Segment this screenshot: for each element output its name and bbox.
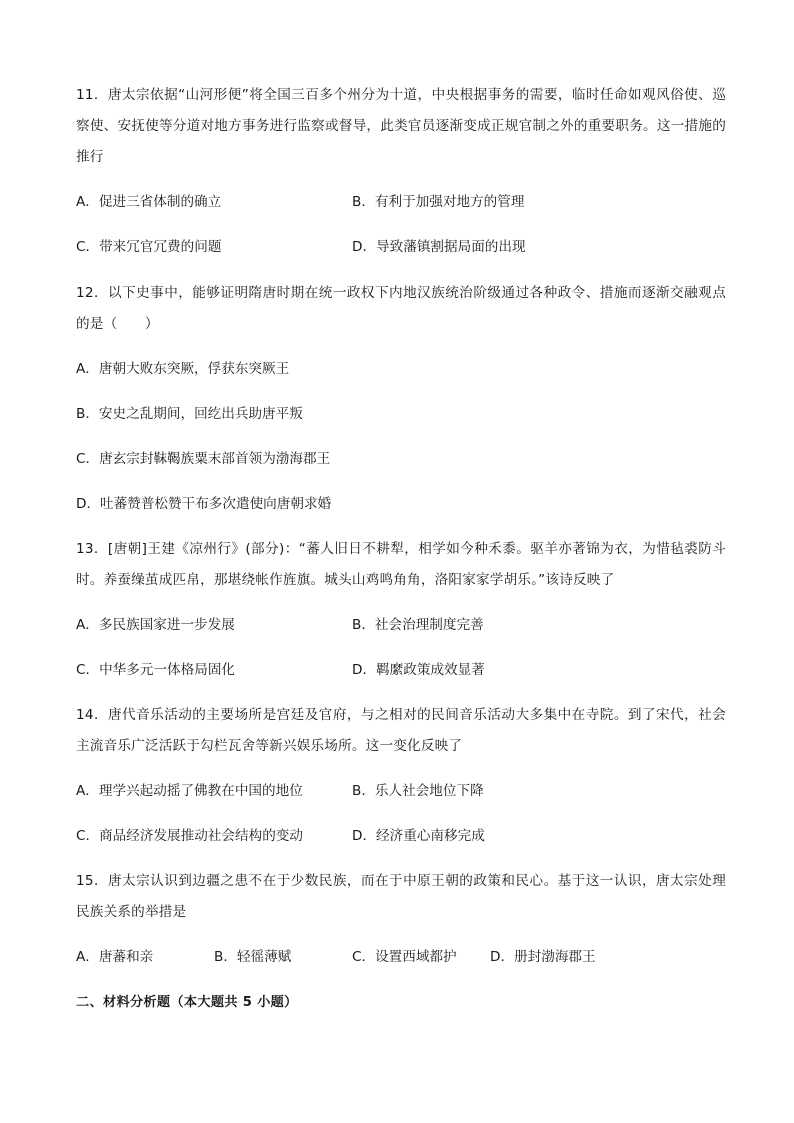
option-d: D．经济重心南移完成 [352,828,485,844]
question-14-stem: 14．唐代音乐活动的主要场所是宫廷及官府，与之相对的民间音乐活动大多集中在寺院。到了宋代，社会主流音乐广泛活跃于勾栏瓦舍等新兴娱乐场所。这一变化反映了 [76,707,726,754]
option-d: D．导致藩镇割据局面的出现 [352,239,526,255]
question-15 [76,866,726,973]
option-a: A．促进三省体制的确立 [76,194,222,210]
option-c: C．唐玄宗封靺鞨族粟末部首领为渤海郡王 [76,451,331,467]
option-b: B．有利于加强对地方的管理 [352,194,525,210]
exam-page [76,80,726,1018]
option-a: A．唐朝大败东突厥，俘获东突厥王 [76,361,290,377]
option-b: B．乐人社会地位下降 [352,783,484,799]
option-d: D．册封渤海郡王 [490,949,596,965]
question-15-stem: 15．唐太宗认识到边疆之患不在于少数民族，而在于中原王朝的政策和民心。基于这一认识，唐太宗处理民族关系的举措是 [76,873,726,920]
question-14 [76,700,726,852]
question-12 [76,278,726,520]
section-title: 二、材料分析题（本大题共 5 小题） [76,995,298,1010]
question-15-options [76,942,726,973]
option-a: A．多民族国家进一步发展 [76,617,235,633]
option-d: D．吐蕃赞普松赞干布多次遣使向唐朝求婚 [76,496,332,512]
question-13-options [76,610,726,686]
option-a: A．理学兴起动摇了佛教在中国的地位 [76,783,303,799]
question-12-stem: 12．以下史事中，能够证明隋唐时期在统一政权下内地汉族统治阶级通过各种政令、措施而逐渐交融观点的是（ ） [76,285,726,332]
option-b: B．安史之乱期间，回纥出兵助唐平叛 [76,406,303,422]
option-b: B．社会治理制度完善 [352,617,484,633]
option-c: C．带来冗官冗费的问题 [76,239,222,255]
question-13-stem: 13．[唐朝]王建《凉州行》(部分)：“蕃人旧日不耕犁，相学如今种禾黍。驱羊亦著锦为衣，为惜毡裘防斗时。养蚕缲茧成匹帛，那堪绕帐作旌旗。城头山鸡鸣角角，洛阳家家学胡乐。”该诗反映了 [76,541,726,588]
question-14-options [76,776,726,852]
option-d: D．羁縻政策成效显著 [352,662,485,678]
question-11-options [76,187,726,263]
option-b: B．轻徭薄赋 [214,949,292,965]
question-13 [76,534,726,686]
question-11 [76,80,726,263]
question-12-options [76,354,726,520]
question-11-stem: 11．唐太宗依据“山河形便”将全国三百多个州分为十道，中央根据事务的需要，临时任命如观风俗使、巡察使、安抚使等分道对地方事务进行监察或督导，此类官员逐渐变成正规官制之外的重要职务。这一措施的推行 [76,87,726,165]
option-a: A．唐蕃和亲 [76,949,154,965]
option-c: C．设置西域都护 [352,949,457,965]
option-c: C．商品经济发展推动社会结构的变动 [76,828,303,844]
option-c: C．中华多元一体格局固化 [76,662,236,678]
